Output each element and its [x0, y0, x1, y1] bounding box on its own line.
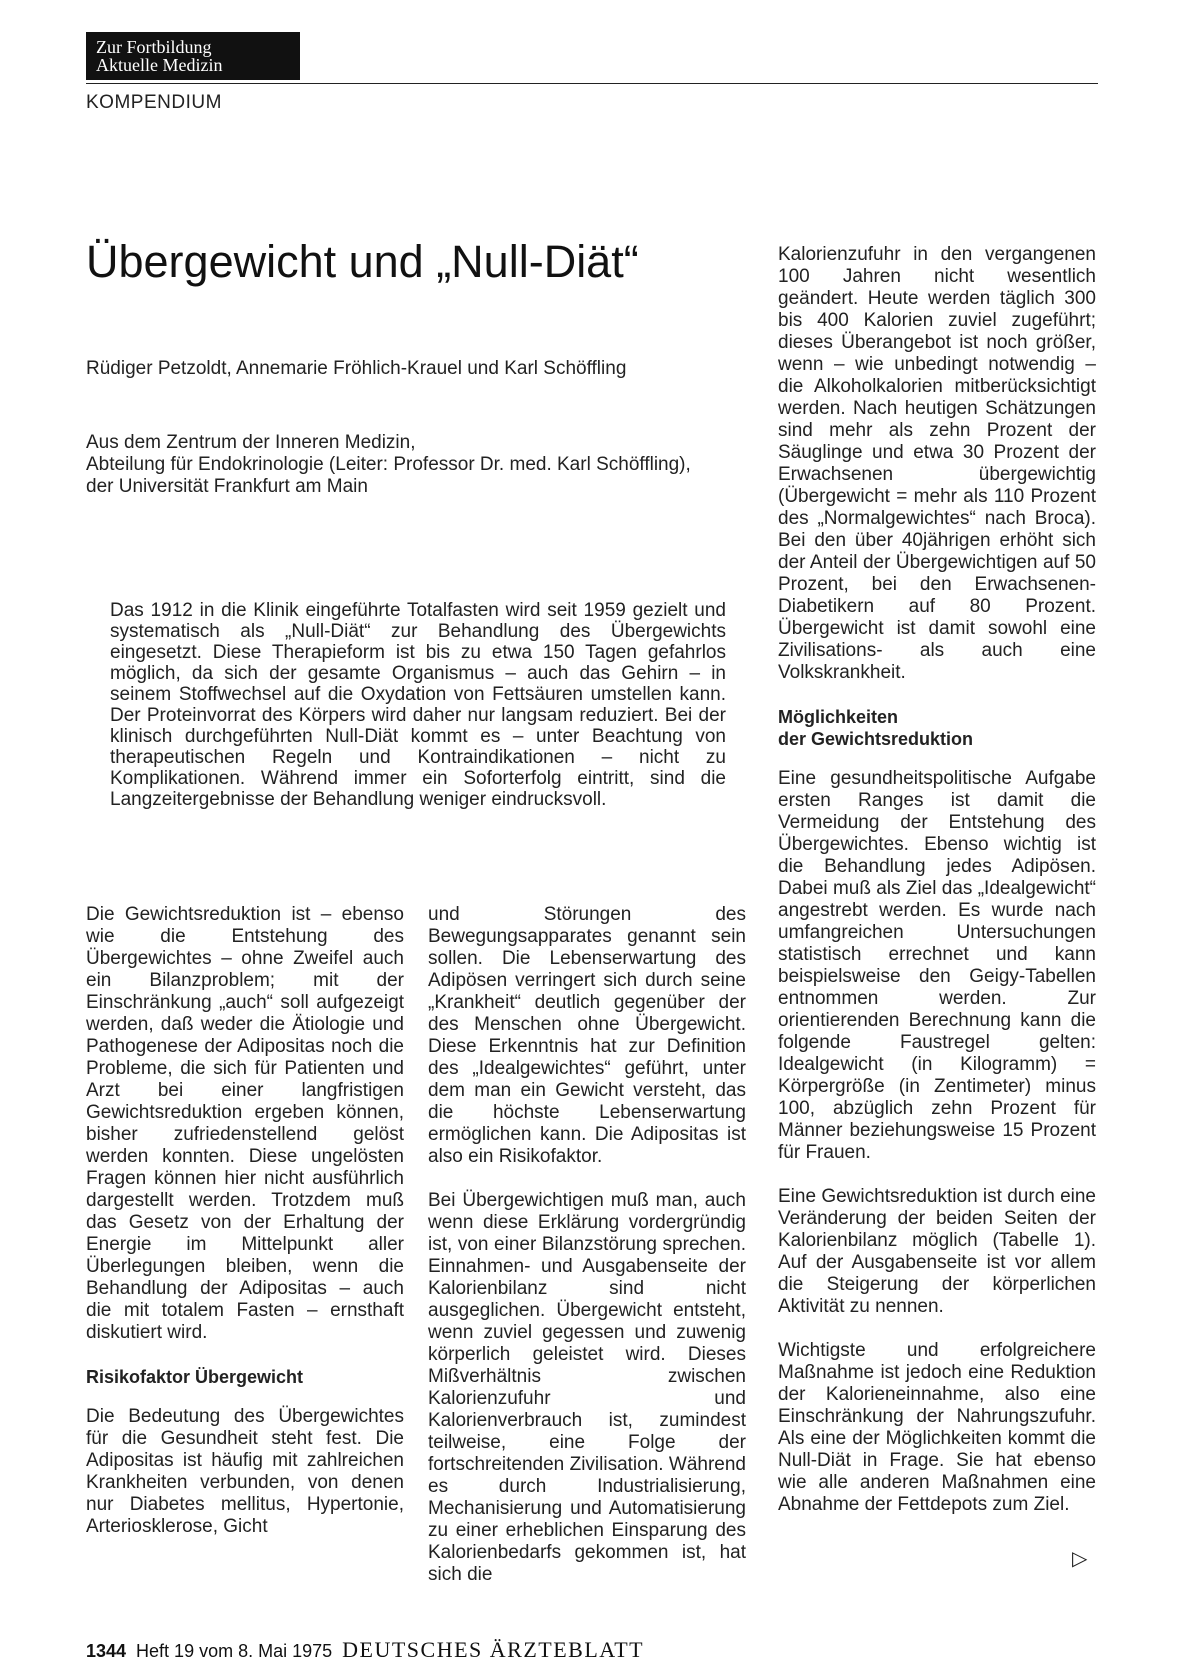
page-footer	[86, 1637, 644, 1663]
paragraph: und Störungen des Bewegungsapparates genannt sein sollen. Die Lebenserwartung des Adipösen verringert sich durch seine „Krankheit“ deutlich gegenüber der des Menschen ohne Übergewicht. Diese Erkenntnis hat zur Definition des „Idealgewichtes“ geführt, unter dem man ein Gewicht versteht, das die höchste Lebenserwartung ermöglichen kann. Die Adipositas ist also ein Risikofaktor.	[428, 904, 746, 1167]
paragraph: Bei Übergewichtigen muß man, auch wenn diese Erklärung vordergründig ist, von einer Bilanzstörung sprechen. Einnahmen- und Ausgabenseite der Kalorienbilanz sind nicht ausgeglichen. Übergewicht entsteht, wenn zuviel gegessen und zuwenig körperlich geleistet wird. Dieses Mißverhältnis zwischen Kalorienzufuhr und Kalorienverbrauch ist, zumindest teilweise, eine Folge der fortschreitenden Zivilisation. Während es durch Industrialisierung, Mechanisierung und Automatisierung zu einer erheblichen Einsparung des Kalorienbedarfs gekommen ist, hat sich die	[428, 1190, 746, 1585]
article-title: Übergewicht und „Null-Diät“	[86, 236, 639, 287]
paragraph: Eine gesundheitspolitische Aufgabe ersten Ranges ist damit die Vermeidung der Entstehung des Übergewichtes. Ebenso wichtig ist die Behandlung jedes Adipösen. Dabei muß als Ziel das „Idealgewicht“ angestrebt werden. Es wurde nach umfangreichen Untersuchungen statistisch errechnet und kann beispielsweise den Geigy-Tabellen entnommen werden. Zur orientierenden Berechnung kann die folgende Faustregel gelten: Idealgewicht (in Kilogramm) = Körpergröße (in Zentimeter) minus 100, abzüglich zehn Prozent für Männer beziehungsweise 15 Prozent für Frauen.	[778, 768, 1096, 1163]
heading-line-2: der Gewichtsreduktion	[778, 729, 974, 749]
paragraph: Kalorienzufuhr in den vergangenen 100 Jahren nicht wesentlich geändert. Heute werden täglich 300 bis 400 Kalorien zuviel zugeführt; dieses Überangebot ist noch größer, wenn – wie unbedingt notwendig – die Alkoholkalorien mitberücksichtigt werden. Nach heutigen Schätzungen sind mehr als zehn Prozent der Säuglinge und etwa 30 Prozent der Erwachsenen übergewichtig (Übergewicht = mehr als 110 Prozent des „Normalgewichtes“ nach Broca). Bei den über 40jährigen erhöht sich der Anteil der Übergewichtigen auf 50 Prozent, bei den Erwachsenen-Diabetikern auf 80 Prozent. Übergewicht ist damit sowohl eine Zivilisations- als auch eine Volkskrankheit.	[778, 244, 1096, 683]
article-authors: Rüdiger Petzoldt, Annemarie Fröhlich-Krauel und Karl Schöffling	[86, 358, 627, 379]
paragraph: Die Gewichtsreduktion ist – ebenso wie die Entstehung des Übergewichtes – ohne Zweifel auch ein Bilanzproblem; mit der Einschränkung „auch“ soll aufgezeigt werden, daß weder die Ätiologie und Pathogenese der Adipositas noch die Probleme, die sich für Patienten und Arzt bei einer langfristigen Gewichtsreduktion ergeben können, bisher zufriedenstellend gelöst werden konnten. Diese ungelösten Fragen können hier nicht ausführlich dargestellt werden. Trotzdem muß das Gesetz von der Erhaltung der Energie im Mittelpunkt aller Überlegungen bleiben, wenn die Behandlung der Adipositas – auch die mit totalem Fasten – ernsthaft diskutiert wird.	[86, 904, 404, 1343]
affiliation-line-2: Abteilung für Endokrinologie (Leiter: Professor Dr. med. Karl Schöffling),	[86, 454, 691, 475]
affiliation-line-3: der Universität Frankfurt am Main	[86, 476, 368, 497]
header-rule	[86, 83, 1098, 84]
badge-line-2: Aktuelle Medizin	[96, 55, 223, 75]
body-column-3	[778, 244, 1096, 1538]
section-badge	[86, 32, 300, 80]
paragraph: Die Bedeutung des Übergewichtes für die Gesundheit steht fest. Die Adipositas ist häufig mit zahlreichen Krankheiten verbunden, von denen nur Diabetes mellitus, Hypertonie, Arteriosklerose, Gicht	[86, 1406, 404, 1537]
affiliation-line-1: Aus dem Zentrum der Inneren Medizin,	[86, 432, 416, 453]
badge-line-1: Zur Fortbildung	[96, 37, 212, 57]
article-affiliation	[86, 432, 691, 498]
paragraph: Wichtigste und erfolgreichere Maßnahme ist jedoch eine Reduktion der Kalorieneinnahme, also eine Einschränkung der Nahrungszufuhr. Als eine der Möglichkeiten kommt die Null-Diät in Frage. Sie hat ebenso wie alle anderen Maßnahmen eine Abnahme der Fettdepots zum Ziel.	[778, 1340, 1096, 1515]
section-heading: Risikofaktor Übergewicht	[86, 1367, 304, 1387]
paragraph: Eine Gewichtsreduktion ist durch eine Veränderung der beiden Seiten der Kalorienbilanz möglich (Tabelle 1). Auf der Ausgabenseite ist vor allem die Steigerung der körperlichen Aktivität zu nennen.	[778, 1186, 1096, 1317]
continue-arrow-icon: ▷	[1072, 1548, 1088, 1570]
article-abstract: Das 1912 in die Klinik eingeführte Totalfasten wird seit 1959 gezielt und systematisch als „Null-Diät“ zur Behandlung des Übergewichts eingesetzt. Diese Therapieform ist bis zu etwa 150 Tagen gefahrlos möglich, da sich der gesamte Organismus – auch das Gehirn – in seinem Stoffwechsel auf die Oxydation von Fettsäuren umstellen kann. Der Proteinvorrat des Körpers wird daher nur langsam reduziert. Bei der klinisch durchgeführten Null-Diät kommt es – unter Beachtung von therapeutischen Regeln und Kontraindikationen – nicht zu Komplikationen. Während immer ein Soforterfolg eintritt, sind die Langzeitergebnisse der Behandlung weniger eindrucksvoll.	[110, 600, 726, 810]
heading-line-1: Möglichkeiten	[778, 707, 899, 727]
body-column-1	[86, 904, 404, 1560]
body-column-2	[428, 904, 746, 1608]
journal-name: DEUTSCHES ÄRZTEBLATT	[342, 1637, 645, 1662]
section-heading	[778, 706, 1096, 750]
page-number: 1344	[86, 1641, 127, 1661]
section-label: KOMPENDIUM	[86, 92, 222, 113]
issue-info: Heft 19 vom 8. Mai 1975	[136, 1641, 333, 1661]
